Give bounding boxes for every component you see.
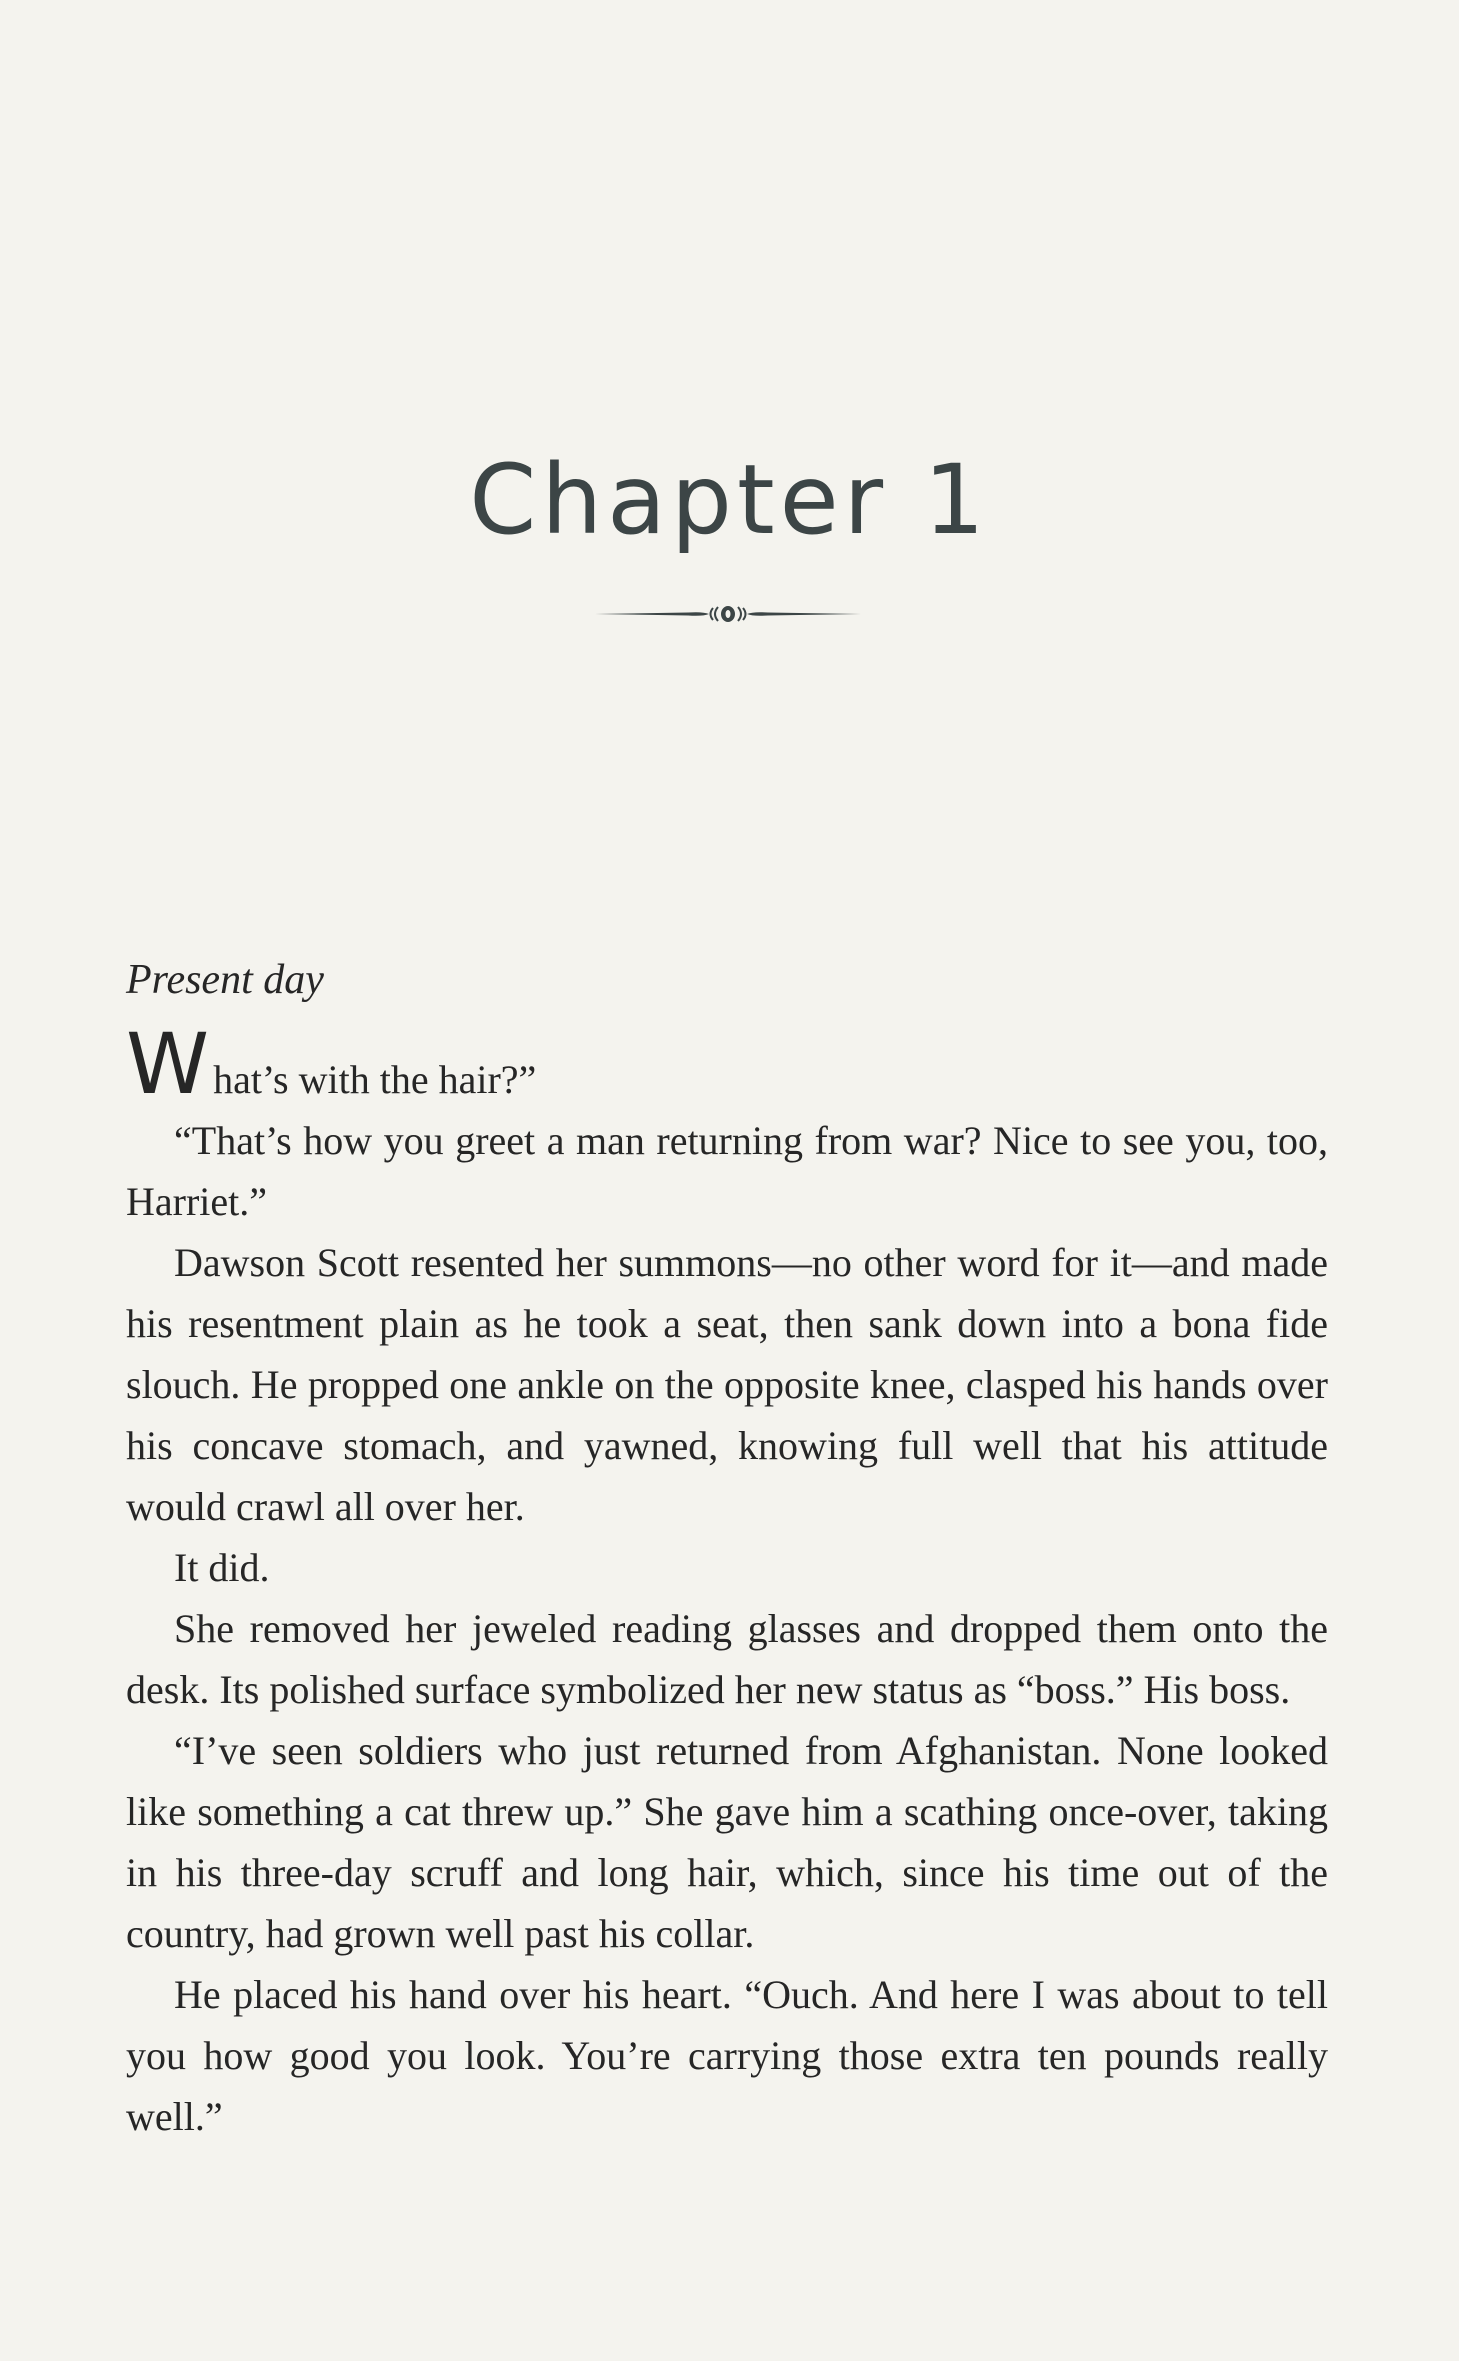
paragraph: “I’ve seen soldiers who just returned from Afghanistan. None looked like something a cat threw up.” She gave him a scathing once-over, taking in his three-day scruff and long hair, which, since his time out of the country, had grown well past his collar. (126, 1728, 1328, 1956)
paragraph: He placed his hand over his heart. “Ouch. And here I was about to tell you how good you look. You’re carrying those extra ten pounds really well.” (126, 1972, 1328, 2139)
opening-paragraph (126, 1015, 1328, 1113)
paragraph: She removed her jeweled reading glasses and dropped them onto the desk. Its polished surface symbolized her new status as “boss.” His boss. (126, 1606, 1328, 1712)
paragraph: It did. (174, 1545, 270, 1590)
drop-cap: W (126, 1015, 210, 1113)
paragraph: “That’s how you greet a man returning from war? Nice to see you, too, Harriet.” (126, 1118, 1328, 1224)
chapter-body (126, 950, 1328, 2147)
chapter-ornament-divider (593, 602, 863, 626)
chapter-title: Chapter 1 (469, 444, 990, 556)
paragraph: Dawson Scott resented her summons—no other word for it—and made his resentment plain as he took a seat, then sank down into a bona fide slouch. He propped one ankle on the opposite knee, clasped his hands over his concave stomach, and yawned, knowing full well that his attitude would crawl all over her. (126, 1240, 1328, 1529)
opening-text: hat’s with the hair?” (213, 1057, 537, 1102)
section-label: Present day (126, 957, 324, 1003)
